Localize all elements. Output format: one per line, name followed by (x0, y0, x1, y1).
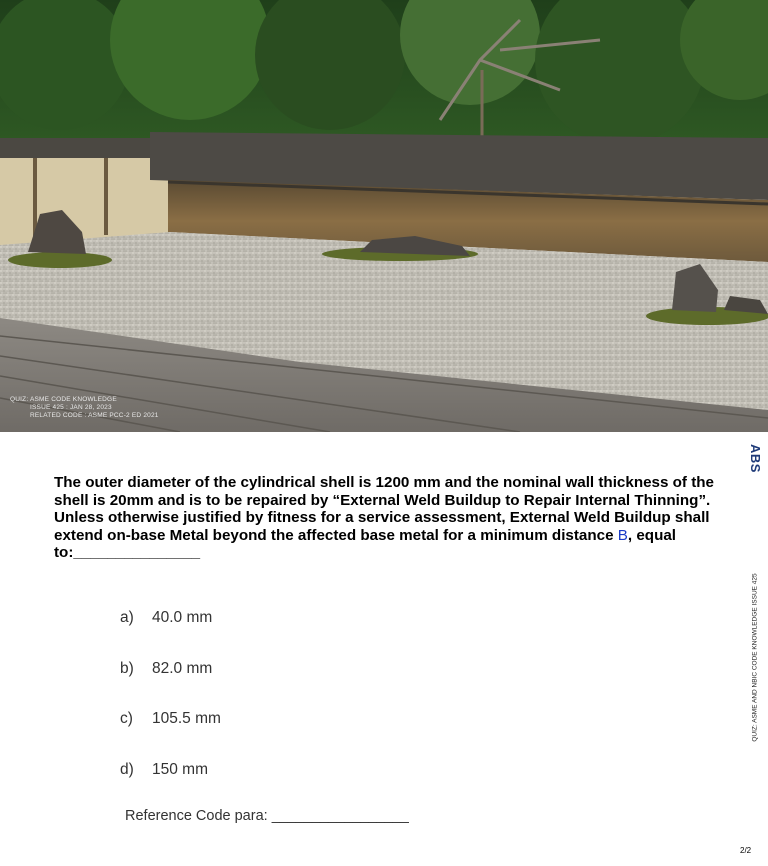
option-letter: c) (120, 710, 133, 727)
caption-line-related-code: RELATED CODE : ASME PCC-2 ED 2021 (30, 412, 159, 419)
answer-option-a[interactable] (120, 609, 212, 627)
side-label-text: QUIZ: ASME AND NBIC CODE KNOWLEDGE ISSUE 425 (751, 572, 759, 742)
distance-variable: B (617, 526, 628, 544)
logo-text: ABS (747, 443, 763, 473)
page-number: 2/2 (740, 846, 752, 855)
side-label (748, 572, 762, 742)
option-text: 40.0 mm (152, 609, 213, 626)
question-blank: , equal to:_______________ (54, 526, 677, 561)
reference-code-field[interactable]: Reference Code para: _________________ (125, 808, 409, 824)
answer-option-b[interactable] (120, 660, 212, 678)
question-body: The outer diameter of the cylindrical shell is 1200 mm and the nominal wall thickness of the shell is 20mm and is to be repaired by “External Weld Buildup to Repair Internal Thinning”. Unless otherwise justified by fitness for a service assessment, External Weld Buildup shall extend on-base Metal beyond the affected base metal for a minimum distance (54, 474, 714, 544)
option-letter: d) (120, 761, 134, 778)
garden-illustration (0, 0, 768, 432)
caption-line-quiz: QUIZ: ASME CODE KNOWLEDGE (10, 396, 117, 403)
caption-line-issue: ISSUE 425 : JAN 28, 2023 (30, 404, 112, 411)
option-text: 105.5 mm (152, 710, 221, 727)
photo-caption (10, 396, 159, 420)
option-text: 150 mm (152, 761, 208, 778)
answer-option-d[interactable] (120, 761, 208, 779)
option-text: 82.0 mm (152, 660, 213, 677)
zen-garden-photo (0, 0, 768, 432)
option-letter: b) (120, 660, 134, 677)
answer-option-c[interactable] (120, 710, 221, 728)
question-text (54, 474, 714, 562)
brand-logo (744, 436, 766, 480)
option-letter: a) (120, 609, 134, 626)
